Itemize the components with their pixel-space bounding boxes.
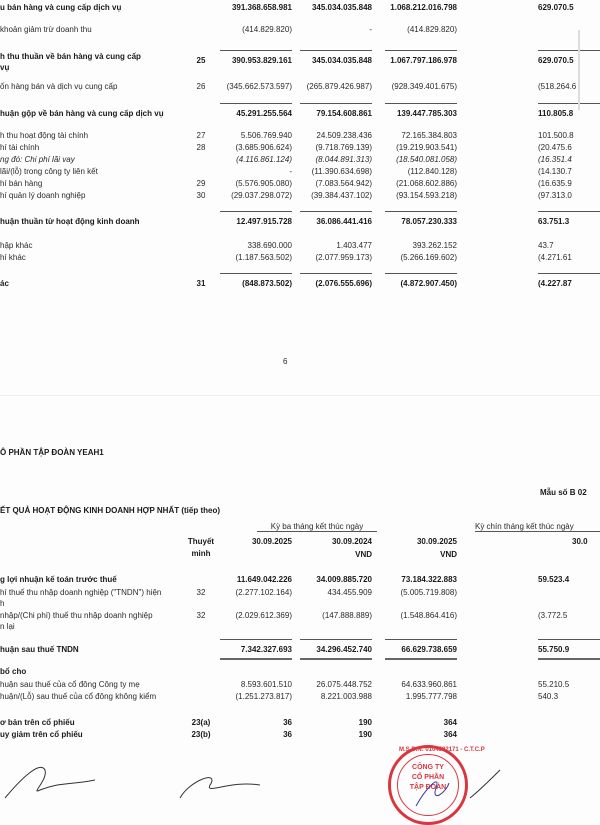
divider bbox=[220, 273, 292, 274]
amount-cell: (8.044.891.313) bbox=[315, 155, 372, 164]
divider bbox=[538, 50, 600, 51]
row-label: nhập/(Chi phí) thuế thu nhập doanh nghiệp bbox=[0, 611, 153, 620]
row-label: ơ bản trên cổ phiếu bbox=[0, 718, 75, 727]
stamp-text: CỔ PHẦN bbox=[411, 774, 445, 781]
amount-cell: (928.349.401.675) bbox=[391, 82, 457, 91]
row-label: ng đó: Chi phí lãi vay bbox=[0, 155, 75, 164]
period-header-9m: Kỳ chín tháng kết thúc ngày bbox=[475, 522, 600, 532]
note-ref: 23(a) bbox=[191, 718, 211, 727]
amount-cell: 390.953.829.161 bbox=[231, 56, 292, 65]
row-label: khoản giảm trừ doanh thu bbox=[0, 25, 92, 34]
amount-cell: 629.070.5 bbox=[538, 3, 574, 12]
stamp-ring-text: M.S.D.N: 0104592171 - C.T.C.P bbox=[399, 747, 485, 753]
amount-cell: (518.264.6 bbox=[538, 82, 577, 91]
amount-cell: 34.009.885.720 bbox=[316, 575, 372, 584]
row-label: lãi/(lỗ) trong công ty liên kết bbox=[0, 167, 98, 176]
amount-cell: (14.130.7 bbox=[538, 167, 572, 176]
amount-cell: 55.750.9 bbox=[538, 645, 570, 654]
amount-cell: (1.251.273.817) bbox=[235, 692, 292, 701]
amount-cell: 36 bbox=[283, 730, 292, 739]
amount-cell: (16.351.4 bbox=[538, 155, 572, 164]
row-label: hí thuế thu nhập doanh nghiệp ("TNDN") hiện bbox=[0, 588, 162, 597]
row-label: huận gộp về bán hàng và cung cấp dịch vụ bbox=[0, 109, 164, 118]
row-label: hí quản lý doanh nghiệp bbox=[0, 191, 86, 200]
note-header: minh bbox=[191, 549, 211, 558]
amount-cell: (7.083.564.942) bbox=[315, 179, 372, 188]
amount-cell: (97.313.0 bbox=[538, 191, 572, 200]
divider bbox=[220, 658, 292, 660]
divider bbox=[385, 50, 457, 51]
amount-cell: 8.593.601.510 bbox=[240, 680, 292, 689]
amount-cell: 11.649.042.226 bbox=[236, 575, 292, 584]
amount-cell: 629.070.5 bbox=[538, 56, 574, 65]
amount-cell: (1.548.864.416) bbox=[400, 611, 457, 620]
amount-cell: (4.872.907.450) bbox=[400, 279, 457, 288]
amount-cell: (345.662.573.597) bbox=[226, 82, 292, 91]
row-label: h thu hoạt động tài chính bbox=[0, 131, 89, 140]
amount-cell: 1.403.477 bbox=[336, 241, 372, 250]
amount-cell: (5.005.719.808) bbox=[400, 588, 457, 597]
row-label: hí tài chính bbox=[0, 143, 40, 152]
company-stamp bbox=[388, 745, 485, 825]
note-ref: 23(b) bbox=[191, 730, 211, 739]
amount-cell: (2.029.612.369) bbox=[235, 611, 292, 620]
period-header-3m: Kỳ ba tháng kết thúc ngày bbox=[257, 522, 377, 532]
amount-cell: (3.772.5 bbox=[538, 611, 568, 620]
divider bbox=[220, 639, 292, 640]
divider bbox=[220, 50, 292, 51]
row-label: huận thuần từ hoạt động kinh doanh bbox=[0, 217, 140, 226]
amount-cell: (4.227.87 bbox=[538, 279, 572, 288]
row-label: h bbox=[0, 599, 5, 608]
amount-cell: (29.037.298.072) bbox=[231, 191, 292, 200]
row-label: g lợi nhuận kế toán trước thuế bbox=[0, 575, 117, 584]
amount-cell: (4.271.61 bbox=[538, 253, 572, 262]
amount-cell: (5.266.169.602) bbox=[400, 253, 457, 262]
amount-cell: 43.7 bbox=[538, 241, 554, 250]
amount-cell: 1.068.212.016.798 bbox=[390, 3, 457, 12]
amount-cell: (21.068.602.886) bbox=[396, 179, 457, 188]
divider bbox=[538, 658, 600, 660]
amount-cell: (39.384.437.102) bbox=[311, 191, 372, 200]
amount-cell: 73.184.322.883 bbox=[401, 575, 457, 584]
amount-cell: (265.879.426.987) bbox=[306, 82, 372, 91]
row-label: hí bán hàng bbox=[0, 179, 43, 188]
currency-header: VND bbox=[440, 550, 457, 559]
row-label: n lại bbox=[0, 622, 15, 631]
amount-cell: 1.995.777.798 bbox=[405, 692, 457, 701]
signatures bbox=[0, 745, 600, 800]
row-label: hí khác bbox=[0, 253, 26, 262]
amount-cell: 26.075.448.752 bbox=[316, 680, 372, 689]
amount-cell: 190 bbox=[358, 730, 372, 739]
divider bbox=[385, 639, 457, 640]
divider bbox=[220, 103, 292, 104]
note-ref: 25 bbox=[196, 56, 206, 65]
divider bbox=[538, 103, 600, 104]
row-label: huận/(Lỗ) sau thuế của cổ đông không kiểm bbox=[0, 692, 157, 701]
note-ref: 30 bbox=[196, 191, 206, 200]
amount-cell: 55.210.5 bbox=[538, 680, 570, 689]
amount-cell: (11.390.634.698) bbox=[311, 167, 372, 176]
amount-cell: 393.262.152 bbox=[412, 241, 457, 250]
divider bbox=[300, 639, 372, 640]
amount-cell: 36 bbox=[283, 718, 292, 727]
amount-cell: 63.751.3 bbox=[538, 217, 570, 226]
divider bbox=[385, 211, 457, 212]
divider bbox=[538, 211, 600, 212]
amount-cell: - bbox=[369, 25, 372, 34]
row-label: huận sau thuế TNDN bbox=[0, 645, 79, 654]
stamp-text: TẬP ĐOÀN bbox=[409, 784, 447, 791]
amount-cell: 110.805.8 bbox=[538, 109, 574, 118]
row-label: u bán hàng và cung cấp dịch vụ bbox=[0, 3, 122, 12]
row-label: ốn hàng bán và dịch vụ cung cấp bbox=[0, 82, 118, 91]
note-ref: 31 bbox=[196, 279, 206, 288]
form-number: Mẫu số B 02 bbox=[540, 488, 587, 497]
amount-cell: 1.067.797.186.978 bbox=[390, 56, 457, 65]
amount-cell: (5.576.905.080) bbox=[235, 179, 292, 188]
amount-cell: 345.034.035.848 bbox=[311, 3, 372, 12]
amount-cell: (3.685.906.624) bbox=[235, 143, 292, 152]
amount-cell: 7.342.327.693 bbox=[240, 645, 292, 654]
note-ref: 29 bbox=[196, 179, 206, 188]
divider bbox=[538, 639, 600, 640]
divider bbox=[300, 273, 372, 274]
amount-cell: 101.500.8 bbox=[538, 131, 574, 140]
amount-cell: (1.187.563.502) bbox=[235, 253, 292, 262]
divider bbox=[220, 211, 292, 212]
amount-cell: - bbox=[289, 167, 292, 176]
divider bbox=[300, 658, 372, 660]
date-header: 30.09.2025 bbox=[416, 537, 457, 546]
row-label: vụ bbox=[0, 63, 10, 72]
amount-cell: 36.086.441.416 bbox=[316, 217, 372, 226]
amount-cell: 338.690.000 bbox=[247, 241, 292, 250]
amount-cell: (2.277.102.164) bbox=[235, 588, 292, 597]
row-label: uy giảm trên cổ phiếu bbox=[0, 730, 83, 739]
amount-cell: 345.034.035.848 bbox=[311, 56, 372, 65]
divider bbox=[385, 273, 457, 274]
amount-cell: 59.523.4 bbox=[538, 575, 570, 584]
amount-cell: 364 bbox=[443, 718, 457, 727]
amount-cell: (19.219.903.541) bbox=[396, 143, 457, 152]
row-label: hập khác bbox=[0, 241, 33, 250]
amount-cell: 391.368.658.981 bbox=[231, 3, 292, 12]
date-header: 30.09.2024 bbox=[331, 537, 372, 546]
amount-cell: 364 bbox=[443, 730, 457, 739]
scan-artifact bbox=[578, 30, 580, 110]
note-ref: 26 bbox=[196, 82, 206, 91]
amount-cell: 79.154.608.861 bbox=[316, 109, 372, 118]
note-ref: 32 bbox=[196, 588, 206, 597]
amount-cell: (112.840.128) bbox=[407, 167, 457, 176]
amount-cell: 34.296.452.740 bbox=[316, 645, 372, 654]
signature-over-stamp bbox=[411, 768, 451, 808]
divider bbox=[300, 211, 372, 212]
date-header: 30.0 bbox=[572, 537, 588, 546]
amount-cell: 540.3 bbox=[538, 692, 559, 701]
divider bbox=[538, 273, 600, 274]
currency-header: VND bbox=[355, 550, 372, 559]
amount-cell: (20.475.6 bbox=[538, 143, 572, 152]
amount-cell: 8.221.003.988 bbox=[320, 692, 372, 701]
amount-cell: 139.447.785.303 bbox=[396, 109, 457, 118]
amount-cell: (848.873.502) bbox=[242, 279, 292, 288]
row-label: bổ cho bbox=[0, 667, 27, 676]
stamp-text: CÔNG TY bbox=[412, 764, 444, 771]
amount-cell: (93.154.593.218) bbox=[396, 191, 457, 200]
amount-cell: 78.057.230.333 bbox=[401, 217, 457, 226]
amount-cell: (147.888.889) bbox=[322, 611, 372, 620]
amount-cell: 24.509.238.436 bbox=[316, 131, 372, 140]
page-divider bbox=[0, 395, 600, 396]
note-ref: 32 bbox=[196, 611, 206, 620]
amount-cell: 66.629.738.659 bbox=[401, 645, 457, 654]
divider bbox=[385, 658, 457, 660]
note-ref: 27 bbox=[196, 131, 206, 140]
amount-cell: (2.077.959.173) bbox=[315, 253, 372, 262]
amount-cell: (2.076.555.696) bbox=[315, 279, 372, 288]
company-name: Ô PHẦN TẬP ĐOÀN YEAH1 bbox=[0, 448, 104, 457]
row-label: h thu thuần về bán hàng và cung cấp bbox=[0, 52, 141, 61]
page-number: 6 bbox=[283, 357, 288, 366]
row-label: ác bbox=[0, 279, 9, 288]
amount-cell: (16.635.9 bbox=[538, 179, 572, 188]
amount-cell: (9.718.769.139) bbox=[315, 143, 372, 152]
amount-cell: (414.829.820) bbox=[242, 25, 292, 34]
note-header: Thuyết bbox=[187, 537, 215, 546]
amount-cell: 434.455.909 bbox=[327, 588, 372, 597]
row-label: huận sau thuế của cổ đông Công ty mẹ bbox=[0, 680, 140, 689]
amount-cell: (18.540.081.058) bbox=[396, 155, 457, 164]
amount-cell: 64.633.960.861 bbox=[401, 680, 457, 689]
amount-cell: (414.829.820) bbox=[407, 25, 457, 34]
date-header: 30.09.2025 bbox=[251, 537, 292, 546]
divider bbox=[300, 50, 372, 51]
note-ref: 28 bbox=[196, 143, 206, 152]
amount-cell: 5.506.769.940 bbox=[240, 131, 292, 140]
divider bbox=[300, 103, 372, 104]
amount-cell: 45.291.255.564 bbox=[236, 109, 292, 118]
amount-cell: 72.165.384.803 bbox=[401, 131, 457, 140]
amount-cell: (4.116.861.124) bbox=[236, 155, 292, 164]
divider bbox=[385, 103, 457, 104]
amount-cell: 190 bbox=[358, 718, 372, 727]
report-title: ẾT QUẢ HOẠT ĐỘNG KINH DOANH HỢP NHẤT (tiếp theo) bbox=[0, 506, 221, 515]
amount-cell: 12.497.915.728 bbox=[236, 217, 292, 226]
